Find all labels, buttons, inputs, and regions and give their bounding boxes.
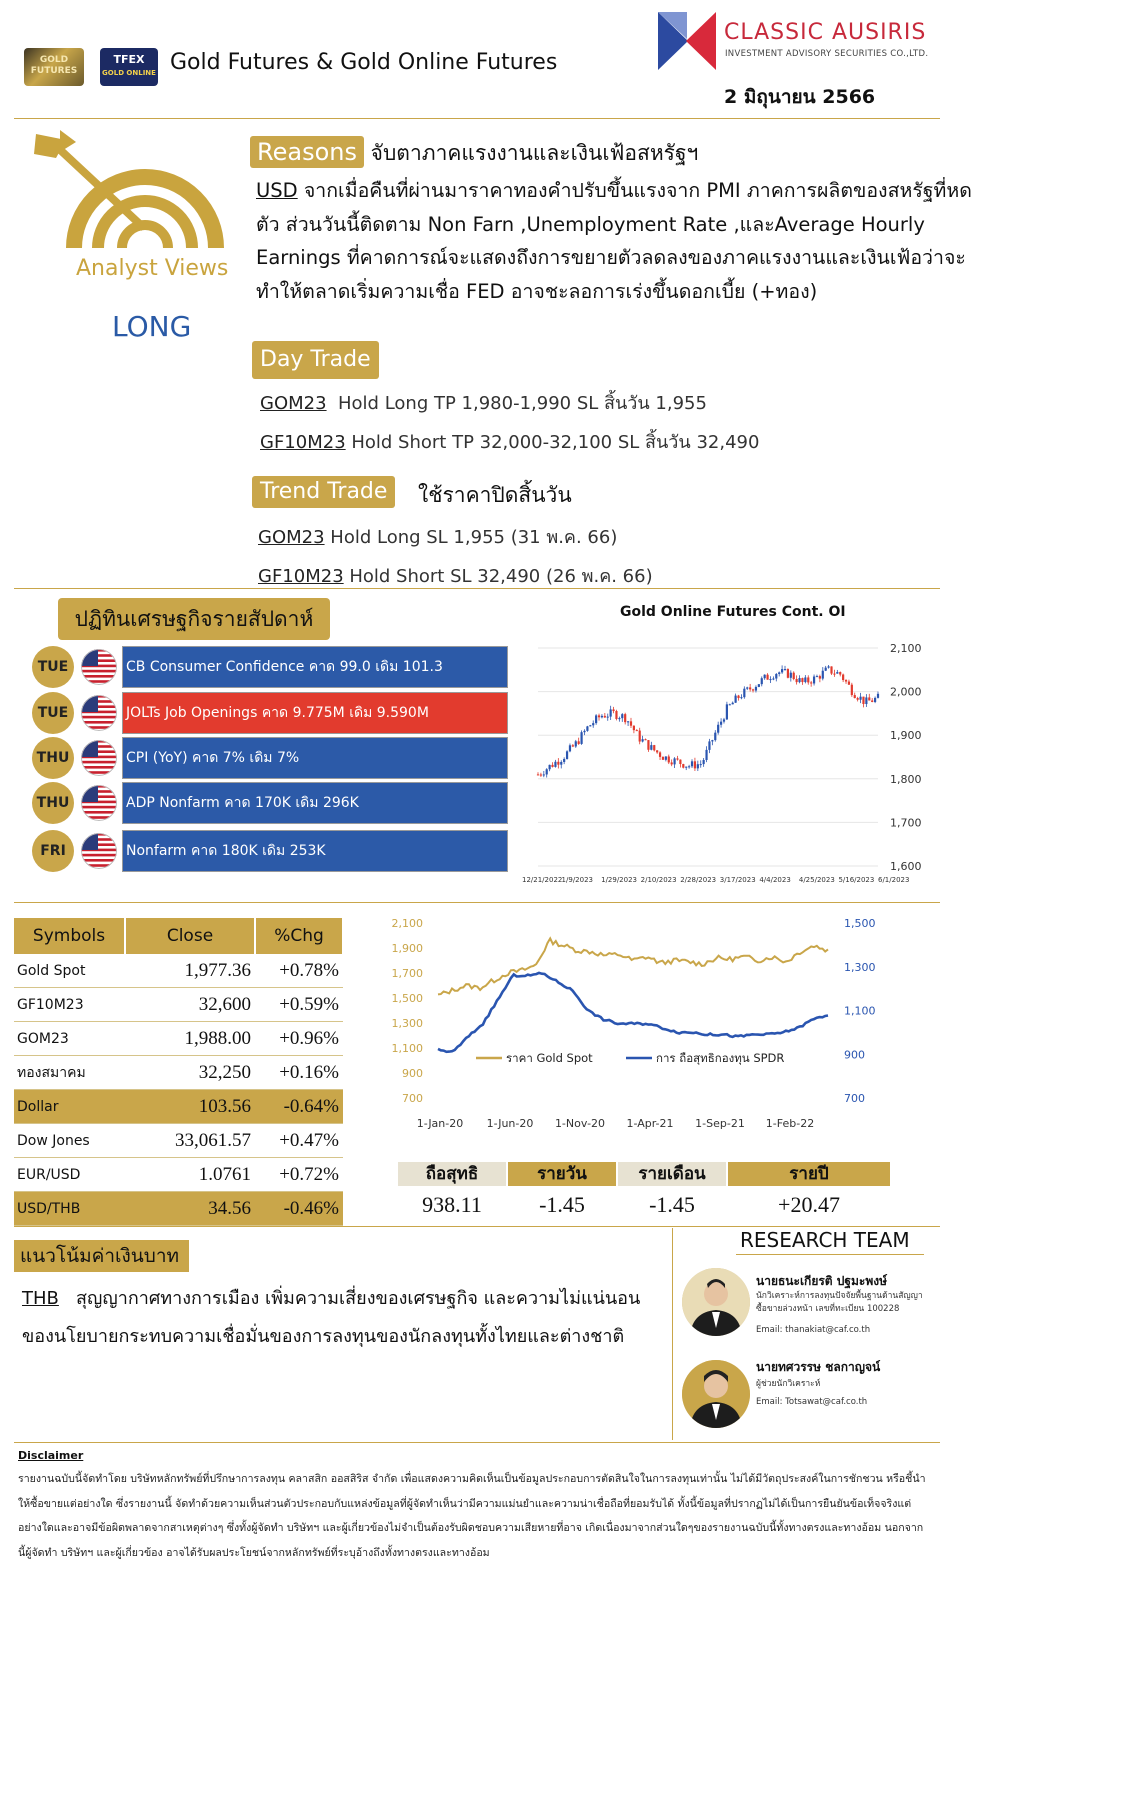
candle	[825, 668, 827, 671]
holding-header: รายปี	[728, 1162, 890, 1186]
candle	[589, 725, 591, 726]
researcher-role: นักวิเคราะห์การลงทุนปัจจัยพื้นฐานด้านสัญญาซื้อขายล่วงหน้า เลขที่ทะเบียน 100228	[756, 1291, 923, 1314]
candle	[676, 758, 678, 759]
holding-value: +20.47	[778, 1192, 840, 1217]
candle	[682, 764, 684, 768]
company-logo-mark	[658, 12, 716, 70]
candle	[769, 679, 771, 680]
candle	[793, 673, 795, 679]
candle	[711, 740, 713, 741]
candle	[665, 756, 667, 759]
candle	[543, 774, 545, 775]
trade-text: Hold Short TP 32,000-32,100 SL สิ้นวัน 32,490	[345, 432, 760, 453]
thb-symbol: THB	[22, 1288, 59, 1309]
candle	[726, 704, 728, 719]
candle	[801, 678, 803, 682]
candle	[656, 750, 658, 752]
candle	[615, 711, 617, 719]
x-tick-label: 4/4/2023	[759, 876, 791, 884]
trade-text: Hold Long TP 1,980-1,990 SL สิ้นวัน 1,955	[326, 393, 707, 414]
y-right-tick-label: 1,300	[844, 960, 876, 974]
candle	[723, 719, 725, 721]
us-flag-icon	[81, 740, 117, 776]
candle	[697, 764, 699, 768]
table-cell: Dow Jones	[14, 1124, 125, 1158]
y-right-tick-label: 1,500	[844, 917, 876, 930]
gold-futures-logo: GOLD FUTURES	[24, 48, 84, 86]
candle	[636, 730, 638, 731]
us-flag-icon	[81, 785, 117, 821]
x-tick-label: 4/25/2023	[798, 876, 835, 884]
day-trade-line	[260, 388, 707, 417]
candle	[647, 740, 649, 750]
calendar-event: JOLTs Job Openings คาด 9.775M เดิม 9.590M	[122, 692, 508, 734]
x-tick-label: 2/28/2023	[680, 876, 717, 884]
candle	[705, 750, 707, 760]
gold-spot-line	[438, 938, 828, 994]
candle	[580, 732, 582, 744]
table-cell: 32,600	[125, 988, 255, 1022]
x-tick-label: 1-Jun-20	[486, 1117, 534, 1130]
us-flag-icon	[81, 833, 117, 869]
y-right-tick-label: 900	[844, 1048, 865, 1062]
candle	[845, 680, 847, 682]
holding-value: 938.11	[422, 1192, 482, 1217]
gold-online-futures-chart	[518, 636, 938, 886]
calendar-day-badge: THU	[32, 737, 74, 779]
table-cell: +0.96%	[255, 1022, 343, 1056]
column-header: %Chg	[255, 918, 343, 954]
company-subtitle: INVESTMENT ADVISORY SECURITIES CO.,LTD.	[725, 49, 929, 59]
candle	[572, 745, 574, 746]
table-row	[14, 1192, 343, 1226]
researcher-name: นายธนะเกียรติ ปฐมะพงษ์	[756, 1274, 888, 1288]
table-cell: 34.56	[125, 1192, 255, 1226]
calendar-event: CPI (YoY) คาด 7% เดิม 7%	[122, 737, 508, 779]
candle	[708, 741, 710, 749]
candle	[586, 726, 588, 731]
analyst-views-label: Analyst Views	[76, 256, 229, 281]
holding-value: -1.45	[649, 1192, 695, 1217]
candle	[662, 757, 664, 760]
calendar-day-badge: FRI	[32, 830, 74, 872]
y-right-tick-label: 1,100	[844, 1004, 876, 1018]
table-row	[14, 1158, 343, 1192]
table-row	[14, 1056, 343, 1090]
tfex-logo	[100, 48, 158, 86]
candle	[781, 669, 783, 672]
holding-value: -1.45	[539, 1192, 585, 1217]
candle	[540, 775, 542, 776]
column-header: Symbols	[14, 918, 125, 954]
y-tick-label: 1,700	[890, 816, 922, 830]
table-cell: +0.72%	[255, 1158, 343, 1192]
trade-symbol: GOM23	[260, 393, 327, 414]
table-cell: 103.56	[125, 1090, 255, 1124]
candle	[671, 762, 673, 764]
x-tick-label: 2/10/2023	[640, 876, 677, 884]
candle	[592, 723, 594, 725]
trend-trade-tag: Trend Trade	[252, 476, 395, 508]
candle	[851, 685, 853, 695]
tfex-logo-text: TFEX	[113, 53, 145, 66]
divider	[14, 1226, 940, 1227]
candle	[842, 675, 844, 681]
candle	[816, 676, 818, 677]
candle	[668, 756, 670, 762]
candle	[703, 760, 705, 764]
company-name: CLASSIC AUSIRIS	[724, 20, 927, 45]
candle	[563, 759, 565, 762]
candle	[822, 671, 824, 679]
candle	[700, 764, 702, 765]
candle	[554, 762, 556, 767]
tfex-logo-sub: GOLD ONLINE	[102, 69, 156, 77]
calendar-event: ADP Nonfarm คาด 170K เดิม 296K	[122, 782, 508, 824]
candle	[868, 697, 870, 700]
table-cell: -0.64%	[255, 1090, 343, 1124]
economic-calendar-title: ปฏิทินเศรษฐกิจรายสัปดาห์	[58, 598, 330, 640]
candle	[612, 709, 614, 711]
table-row	[14, 954, 343, 988]
x-tick-label: 1-Jan-20	[416, 1117, 464, 1130]
disclaimer-text: รายงานฉบับนี้จัดทำโดย บริษัทหลักทรัพย์ที่ปรึกษาการลงทุน คลาสสิก ออสสิริส จำกัด เพื่อแสดงความคิดเห็นเป็นข้อมูลประกอบการตัดสินใจในการลงทุนเท่านั้น ไม่ได้มีวัตถุประสงค์ในการชักชวน หรือชี้นำให้ซื้อขายแต่อย่างใด ซึ่งรายงานนี้ จัดทำด้วยความเห็นส่วนตัวประกอบกับแหล่งข้อมูลที่ผู้จัดทำเห็นว่ามีความแม่นยำและความน่าเชื่อถือที่ยอมรับได้ ทั้งนี้ข้อมูลที่ปรากฏไม่ได้เป็นการยืนยันข้อเท็จจริงแต่อย่างใดและอาจมีข้อผิดพลาดจากสาเหตุต่างๆ ซึ่งทั้งผู้จัดทำ บริษัทฯ และผู้เกี่ยวข้องไม่จำเป็นต้องรับผิดชอบความเสียหายที่อาจ เกิดเนื่องมาจากส่วนใดๆของรายงานฉบับนี้ทั้งทางตรงและทางอ้อม นอกจากนี้ผู้จัดทำ บริษัทฯ และผู้เกี่ยวข้อง อาจได้รับผลประโยชน์จากหลักทรัพย์ที่ระบุอ้างถึงทั้งทางตรงและทางอ้อม	[18, 1473, 926, 1559]
us-flag-icon	[81, 649, 117, 685]
table-cell: +0.78%	[255, 954, 343, 988]
spdr-holding-line	[438, 973, 828, 1052]
researcher-name: นายทศวรรษ ชลกาญจน์	[756, 1360, 881, 1374]
candle	[761, 678, 763, 684]
y-tick-label: 1,900	[890, 729, 922, 743]
candle	[644, 739, 646, 740]
candle	[627, 721, 629, 722]
holding-header: รายวัน	[508, 1162, 616, 1186]
avatar	[682, 1268, 750, 1336]
candle	[752, 689, 754, 690]
calendar-day-badge: THU	[32, 782, 74, 824]
candle	[839, 672, 841, 674]
table-row	[14, 1124, 343, 1158]
x-tick-label: 1-Apr-21	[626, 1117, 674, 1130]
table-cell: USD/THB	[14, 1192, 125, 1226]
candle	[607, 717, 609, 718]
divider	[14, 1442, 940, 1443]
researcher-role: ผู้ช่วยนักวิเคราะห์	[756, 1379, 821, 1389]
y-left-tick-label: 900	[402, 1067, 423, 1080]
trend-trade-line	[258, 522, 617, 551]
divider	[736, 1254, 924, 1255]
stance-label: LONG	[112, 310, 192, 343]
candle	[618, 718, 620, 719]
y-left-tick-label: 1,900	[391, 942, 423, 955]
y-left-tick-label: 700	[402, 1092, 423, 1105]
candle	[639, 731, 641, 742]
candle	[650, 745, 652, 750]
candle	[758, 684, 760, 687]
candle	[735, 696, 737, 703]
candle	[790, 673, 792, 678]
candle	[691, 761, 693, 766]
table-row	[14, 1090, 343, 1124]
disclaimer-title: Disclaimer	[18, 1449, 84, 1462]
candle	[732, 703, 734, 705]
candle	[830, 666, 832, 673]
table-cell: 32,250	[125, 1056, 255, 1090]
report-date: 2 มิถุนายน 2566	[724, 86, 876, 108]
calendar-event: CB Consumer Confidence คาด 99.0 เดิม 101.3	[122, 646, 508, 688]
reasons-paragraph	[256, 174, 986, 308]
candle	[575, 741, 577, 746]
table-cell: 1,977.36	[125, 954, 255, 988]
candle	[679, 760, 681, 764]
y-tick-label: 1,600	[890, 860, 922, 873]
x-tick-label: 3/17/2023	[719, 876, 756, 884]
divider	[672, 1228, 673, 1440]
trend-trade-note: ใช้ราคาปิดสิ้นวัน	[418, 483, 572, 507]
trade-text: Hold Long SL 1,955 (31 พ.ค. 66)	[324, 527, 618, 548]
table-cell: GF10M23	[14, 988, 125, 1022]
x-tick-label: 1/9/2023	[561, 876, 594, 884]
candle	[549, 765, 551, 769]
candle	[624, 714, 626, 722]
candle	[804, 677, 806, 682]
candle	[874, 698, 876, 702]
candle	[557, 762, 559, 765]
holding-header: รายเดือน	[618, 1162, 726, 1186]
candle	[772, 679, 774, 680]
candle	[688, 766, 690, 767]
candle	[714, 733, 716, 740]
candle	[653, 745, 655, 750]
candle	[827, 666, 829, 667]
reasons-text: จากเมื่อคืนที่ผ่านมาราคาทองคำปรับขึ้นแรงจาก PMI ภาคการผลิตของสหรัฐที่หดตัว ส่วนวันนี้ติดตาม Non Farn ,Unemployment Rate ,และAverage Hourly Earnings ที่คาดการณ์จะแสดงถึงการขยายตัวลดลงของภาคแรงงานและเงินเฟ้อว่าจะทำให้ตลาดเริ่มความเชื่อ FED อาจชะลอการเร่งขึ้นดอกเบี้ย (+ทอง)	[256, 179, 972, 303]
us-flag-icon	[81, 695, 117, 731]
candle	[813, 677, 815, 684]
candle	[810, 682, 812, 683]
y-left-tick-label: 1,100	[391, 1042, 423, 1055]
y-left-tick-label: 1,300	[391, 1017, 423, 1030]
candle	[601, 716, 603, 717]
column-header: Close	[125, 918, 255, 954]
candle	[848, 682, 850, 685]
candle	[859, 697, 861, 700]
trade-symbol: GF10M23	[260, 432, 346, 453]
reasons-heading	[250, 136, 698, 169]
symbols-table	[14, 918, 344, 1226]
thb-outlook-title: แนวโน้มค่าเงินบาท	[14, 1240, 189, 1272]
candle	[551, 765, 553, 767]
holding-header: ถือสุทธิ	[398, 1162, 506, 1186]
reasons-headline: จับตาภาคแรงงานและเงินเฟ้อสหรัฐฯ	[370, 141, 699, 165]
y-left-tick-label: 1,700	[391, 967, 423, 980]
gold-spot-spdr-chart	[388, 910, 888, 1138]
table-cell: Dollar	[14, 1090, 125, 1124]
candle	[857, 698, 859, 700]
candle	[659, 752, 661, 756]
table-cell: Gold Spot	[14, 954, 125, 988]
candle	[775, 674, 777, 679]
trade-text: Hold Short SL 32,490 (26 พ.ค. 66)	[343, 566, 653, 587]
trade-symbol: GF10M23	[258, 566, 344, 587]
candle	[784, 669, 786, 670]
candle	[764, 675, 766, 679]
legend-label: การ ถือสุทธิกองทุน SPDR	[656, 1051, 785, 1065]
divider	[14, 902, 940, 903]
y-left-tick-label: 2,100	[391, 917, 423, 930]
table-cell: +0.47%	[255, 1124, 343, 1158]
candle	[729, 704, 731, 705]
candle	[621, 714, 623, 718]
candle	[871, 700, 873, 701]
candle	[546, 769, 548, 774]
thb-outlook-text	[22, 1280, 662, 1356]
candle	[673, 758, 675, 764]
calendar-day-badge: TUE	[32, 646, 74, 688]
candle	[685, 767, 687, 768]
candle	[583, 731, 585, 732]
table-cell: 33,061.57	[125, 1124, 255, 1158]
research-team-title: RESEARCH TEAM	[740, 1228, 910, 1252]
oi-chart-title: Gold Online Futures Cont. OI	[620, 604, 846, 620]
candle	[833, 674, 835, 675]
calendar-event: Nonfarm คาด 180K เดิม 253K	[122, 830, 508, 872]
table-cell: 1,988.00	[125, 1022, 255, 1056]
table-row	[14, 988, 343, 1022]
divider	[14, 588, 940, 589]
candle	[766, 675, 768, 680]
candle	[854, 695, 856, 698]
table-cell: ทองสมาคม	[14, 1056, 125, 1090]
y-right-tick-label: 700	[844, 1092, 865, 1105]
candle	[740, 697, 742, 698]
candle	[778, 672, 780, 674]
x-tick-label: 1/29/2023	[601, 876, 638, 884]
y-tick-label: 1,800	[890, 772, 922, 786]
divider	[14, 118, 940, 119]
table-cell: 1.0761	[125, 1158, 255, 1192]
researcher-email: Email: Totsawat@caf.co.th	[756, 1397, 868, 1407]
candle	[787, 669, 789, 678]
x-tick-label: 1-Nov-20	[554, 1117, 606, 1130]
day-trade-tag: Day Trade	[252, 341, 379, 379]
candle	[610, 709, 612, 716]
candle	[633, 726, 635, 730]
y-tick-label: 2,000	[890, 685, 922, 699]
reasons-symbol: USD	[256, 179, 298, 202]
table-cell: EUR/USD	[14, 1158, 125, 1192]
table-cell: GOM23	[14, 1022, 125, 1056]
y-tick-label: 2,100	[890, 642, 922, 655]
candle	[865, 697, 867, 704]
candle	[743, 689, 745, 697]
candle	[604, 716, 606, 718]
candle	[807, 677, 809, 682]
candle	[595, 715, 597, 723]
candle	[819, 676, 821, 678]
x-tick-label: 5/16/2023	[838, 876, 875, 884]
table-cell: +0.59%	[255, 988, 343, 1022]
candle	[755, 687, 757, 691]
x-tick-label: 6/1/2023	[878, 876, 910, 884]
candle	[717, 725, 719, 733]
candle	[796, 679, 798, 682]
candle	[569, 745, 571, 751]
table-row	[14, 1022, 343, 1056]
candle	[537, 774, 539, 775]
candle	[877, 694, 879, 698]
reasons-tag: Reasons	[250, 136, 364, 168]
table-cell: +0.16%	[255, 1056, 343, 1090]
target-arrow-icon	[26, 128, 246, 258]
day-trade-line	[260, 427, 759, 456]
x-tick-label: 1-Feb-22	[765, 1117, 815, 1130]
avatar	[682, 1360, 750, 1428]
report-title: Gold Futures & Gold Online Futures	[170, 50, 558, 75]
candle	[578, 741, 580, 744]
candle	[566, 751, 568, 759]
x-tick-label: 1-Sep-21	[695, 1117, 745, 1130]
trade-symbol: GOM23	[258, 527, 325, 548]
candle	[798, 678, 800, 682]
candle	[630, 721, 632, 725]
trend-trade-line	[258, 561, 653, 590]
candle	[749, 687, 751, 689]
calendar-day-badge: TUE	[32, 692, 74, 734]
candle	[642, 739, 644, 741]
researcher-email: Email: thanakiat@caf.co.th	[756, 1325, 871, 1335]
candle	[836, 672, 838, 674]
candle	[598, 715, 600, 717]
x-tick-label: 12/21/2022	[522, 876, 563, 884]
candle	[694, 761, 696, 768]
candle	[720, 722, 722, 725]
candle	[862, 697, 864, 704]
y-left-tick-label: 1,500	[391, 992, 423, 1005]
candle	[746, 687, 748, 688]
thb-body: สุญญากาศทางการเมือง เพิ่มความเสี่ยงของเศรษฐกิจ และความไม่แน่นอนของนโยบายกระทบความเชื่อมั่นของการลงทุนของนักลงทุนทั้งไทยและต่างชาติ	[22, 1288, 641, 1347]
candle	[737, 696, 739, 698]
table-cell: -0.46%	[255, 1192, 343, 1226]
legend-label: ราคา Gold Spot	[506, 1051, 593, 1065]
candle	[560, 762, 562, 765]
